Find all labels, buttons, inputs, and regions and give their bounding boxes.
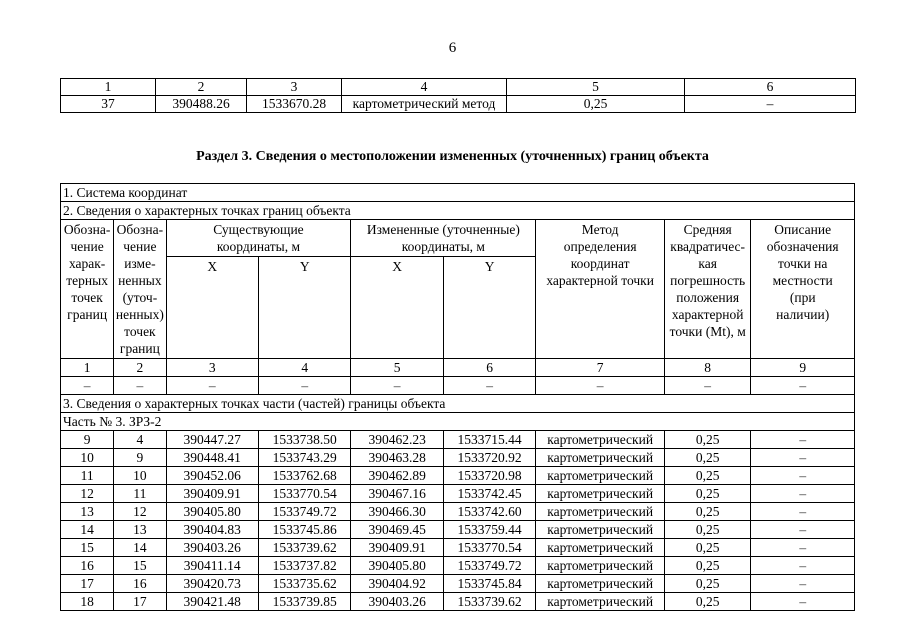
table-cell: 390421.48 xyxy=(166,593,258,611)
table-cell: – xyxy=(751,485,855,503)
table-cell: 390467.16 xyxy=(351,485,443,503)
table-cell: 1533742.45 xyxy=(443,485,535,503)
table-cell: 6 xyxy=(443,359,535,377)
table-cell: 37 xyxy=(61,96,156,113)
table-cell: – xyxy=(61,377,114,395)
table-cell: 390447.27 xyxy=(166,431,258,449)
table-cell: 390420.73 xyxy=(166,575,258,593)
dash-row xyxy=(61,377,855,395)
header-description: Описание обозначения точки на местности (при наличии) xyxy=(751,220,855,359)
header-row xyxy=(61,220,855,257)
table-row xyxy=(61,539,855,557)
header-x: X xyxy=(351,257,443,359)
continuation-table xyxy=(60,78,856,113)
table-cell: – xyxy=(443,377,535,395)
table-cell: 0,25 xyxy=(664,521,750,539)
table-cell: картометрический xyxy=(536,449,665,467)
table-cell: – xyxy=(751,431,855,449)
table-cell: – xyxy=(536,377,665,395)
table-cell: 1533743.29 xyxy=(258,449,350,467)
header-method: Метод определения координат характерной точки xyxy=(536,220,665,359)
table-cell: 3 xyxy=(247,79,342,96)
table-cell: 390462.89 xyxy=(351,467,443,485)
table-cell: – xyxy=(751,503,855,521)
table-cell: 15 xyxy=(61,539,114,557)
table-cell: 13 xyxy=(61,503,114,521)
table-cell: 390488.26 xyxy=(156,96,247,113)
table-cell: 18 xyxy=(61,593,114,611)
table-cell: 16 xyxy=(61,557,114,575)
table-cell: 390409.91 xyxy=(351,539,443,557)
header-changed-coordinates: Измененные (уточненные) координаты, м xyxy=(351,220,536,257)
table-cell: 1533715.44 xyxy=(443,431,535,449)
table-cell: 1533737.82 xyxy=(258,557,350,575)
table-cell: 5 xyxy=(507,79,685,96)
table-cell: 390405.80 xyxy=(351,557,443,575)
table-cell: 4 xyxy=(258,359,350,377)
table-cell: 390405.80 xyxy=(166,503,258,521)
table-cell: 17 xyxy=(61,575,114,593)
table-cell: 9 xyxy=(114,449,166,467)
table-cell: 14 xyxy=(114,539,166,557)
table-cell: 0,25 xyxy=(664,539,750,557)
section-title: Раздел 3. Сведения о местоположении измененных (уточненных) границ объекта xyxy=(196,149,709,164)
table-cell: 390409.91 xyxy=(166,485,258,503)
table-cell: картометрический xyxy=(536,575,665,593)
header-y: Y xyxy=(443,257,535,359)
table-cell: 0,25 xyxy=(664,467,750,485)
table-cell: 12 xyxy=(61,485,114,503)
table-cell: 2 xyxy=(156,79,247,96)
table-cell: 1533745.86 xyxy=(258,521,350,539)
table-row xyxy=(61,575,855,593)
table-cell: 1533739.62 xyxy=(443,593,535,611)
table-cell: 1533770.54 xyxy=(258,485,350,503)
table-cell: 14 xyxy=(61,521,114,539)
table-cell: 390448.41 xyxy=(166,449,258,467)
header-y: Y xyxy=(258,257,350,359)
table-cell: 390404.92 xyxy=(351,575,443,593)
table-cell: – xyxy=(751,557,855,575)
table-row xyxy=(61,503,855,521)
table-cell: 1533749.72 xyxy=(258,503,350,521)
table-row xyxy=(61,96,856,113)
table-cell: картометрический xyxy=(536,485,665,503)
table-cell: картометрический xyxy=(536,503,665,521)
table-cell: 1533749.72 xyxy=(443,557,535,575)
table-cell: 0,25 xyxy=(664,557,750,575)
table-cell: 10 xyxy=(61,449,114,467)
table-cell: 1533745.84 xyxy=(443,575,535,593)
table-cell: картометрический xyxy=(536,521,665,539)
header-existing-coordinates: Существующие координаты, м xyxy=(166,220,351,257)
table-row xyxy=(61,521,855,539)
table-row xyxy=(61,431,855,449)
table-cell: 390403.26 xyxy=(166,539,258,557)
continuation-header-row xyxy=(61,79,856,96)
table-cell: 11 xyxy=(114,485,166,503)
page-number: 6 xyxy=(448,40,457,56)
table-cell: – xyxy=(351,377,443,395)
table-cell: 4 xyxy=(342,79,507,96)
table-row xyxy=(61,485,855,503)
header-point-designation: Обозна- чение харак- терных точек границ xyxy=(61,220,114,359)
table-cell: 0,25 xyxy=(664,449,750,467)
table-cell: – xyxy=(751,539,855,557)
table-cell: 0,25 xyxy=(664,593,750,611)
table-cell: 1533739.85 xyxy=(258,593,350,611)
table-cell: 1533762.68 xyxy=(258,467,350,485)
table-cell: картометрический xyxy=(536,593,665,611)
points-info-label: 2. Сведения о характерных точках границ объекта xyxy=(61,202,855,220)
table-cell: 390404.83 xyxy=(166,521,258,539)
boundaries-table xyxy=(60,183,855,611)
table-cell: – xyxy=(258,377,350,395)
table-cell: – xyxy=(751,575,855,593)
table-cell: картометрический xyxy=(536,557,665,575)
table-cell: 390452.06 xyxy=(166,467,258,485)
table-cell: 1533770.54 xyxy=(443,539,535,557)
table-cell: – xyxy=(685,96,856,113)
table-cell: – xyxy=(751,521,855,539)
table-cell: 8 xyxy=(664,359,750,377)
column-numbers-row xyxy=(61,359,855,377)
table-cell: 9 xyxy=(751,359,855,377)
table-cell: 17 xyxy=(114,593,166,611)
table-cell: 1533742.60 xyxy=(443,503,535,521)
table-cell: 4 xyxy=(114,431,166,449)
table-cell: картометрический xyxy=(536,431,665,449)
table-cell: 12 xyxy=(114,503,166,521)
table-cell: 0,25 xyxy=(507,96,685,113)
header-changed-point-designation: Обозна- чение изме- ненных (уточ- ненных) точек границ xyxy=(114,220,166,359)
table-cell: 1533720.98 xyxy=(443,467,535,485)
table-cell: 390403.26 xyxy=(351,593,443,611)
table-cell: 2 xyxy=(114,359,166,377)
table-row xyxy=(61,467,855,485)
table-row xyxy=(61,202,855,220)
table-row xyxy=(61,184,855,202)
table-cell: 390462.23 xyxy=(351,431,443,449)
table-cell: 390411.14 xyxy=(166,557,258,575)
table-cell: 390469.45 xyxy=(351,521,443,539)
table-cell: 1533670.28 xyxy=(247,96,342,113)
table-cell: картометрический xyxy=(536,467,665,485)
table-cell: – xyxy=(751,377,855,395)
table-cell: 3 xyxy=(166,359,258,377)
part-label: Часть № 3. ЗРЗ-2 xyxy=(61,413,855,431)
table-cell: 1 xyxy=(61,79,156,96)
table-cell: 1533739.62 xyxy=(258,539,350,557)
table-cell: – xyxy=(664,377,750,395)
table-cell: 0,25 xyxy=(664,431,750,449)
section3-label: 3. Сведения о характерных точках части (частей) границы объекта xyxy=(61,395,855,413)
table-cell: 1533759.44 xyxy=(443,521,535,539)
table-cell: 13 xyxy=(114,521,166,539)
table-cell: 7 xyxy=(536,359,665,377)
table-row xyxy=(61,593,855,611)
table-cell: 10 xyxy=(114,467,166,485)
table-cell: – xyxy=(166,377,258,395)
table-cell: 1533738.50 xyxy=(258,431,350,449)
table-cell: 11 xyxy=(61,467,114,485)
table-cell: картометрический метод xyxy=(342,96,507,113)
table-cell: 0,25 xyxy=(664,503,750,521)
table-row xyxy=(61,557,855,575)
table-cell: 390463.28 xyxy=(351,449,443,467)
table-cell: 6 xyxy=(685,79,856,96)
table-cell: 16 xyxy=(114,575,166,593)
table-cell: 0,25 xyxy=(664,575,750,593)
table-cell: 9 xyxy=(61,431,114,449)
table-cell: – xyxy=(751,593,855,611)
header-mean-square-error: Средняя квадратичес- кая погрешность положения характерной точки (Mt), м xyxy=(664,220,750,359)
table-cell: 15 xyxy=(114,557,166,575)
table-cell: 390466.30 xyxy=(351,503,443,521)
table-cell: 1533735.62 xyxy=(258,575,350,593)
table-cell: 0,25 xyxy=(664,485,750,503)
table-cell: 5 xyxy=(351,359,443,377)
table-cell: – xyxy=(751,449,855,467)
table-cell: – xyxy=(114,377,166,395)
coordinate-system-label: 1. Система координат xyxy=(61,184,855,202)
table-row xyxy=(61,449,855,467)
table-cell: – xyxy=(751,467,855,485)
table-row xyxy=(61,413,855,431)
header-x: X xyxy=(166,257,258,359)
table-cell: 1 xyxy=(61,359,114,377)
table-cell: 1533720.92 xyxy=(443,449,535,467)
table-row xyxy=(61,395,855,413)
table-cell: картометрический xyxy=(536,539,665,557)
